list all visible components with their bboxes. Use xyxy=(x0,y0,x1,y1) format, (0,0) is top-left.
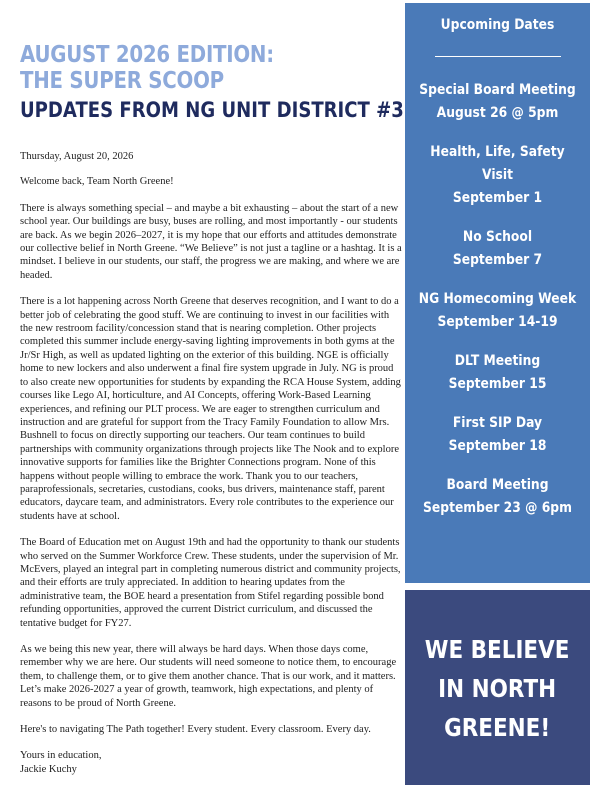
letter-closing: Yours in education, xyxy=(20,750,102,762)
event-title: Special Board Meeting xyxy=(419,82,576,98)
letter-paragraph: There is always something special – and maybe a bit exhausting – about the start of a new school year. Our buildings are busy, buses are rolling, and most importantly - our students are back. As we begin 2026–2027, it is my hope that our efforts and attitudes demonstrate our collective belief in North Greene. “We Believe” is not just a tagline or a hashtag. It is a mindset. I believe in our students, our staff, the progress we are making, and where we are headed. xyxy=(20,202,402,281)
motto-panel xyxy=(405,590,590,785)
event-title: No School xyxy=(462,229,533,245)
letter-paragraph: Here's to navigating The Path together! Every student. Every classroom. Every day. xyxy=(20,724,371,736)
motto-line: GREENE! xyxy=(444,713,551,742)
letter-paragraph: There is a lot happening across North Greene that deserves recognition, and I want to do a better job of celebrating the good stuff. We are continuing to invest in our facilities with the new restroom facility/concession stand that is nearing completion. Other projects completed this summer include energy-saving lighting improvements in both gyms at the Jr/Sr High, as well as updated lighting on the exterior of this building. NGE is officially home to new lockers and also underwent a final fire system upgrade in July. NG is proud to also create new opportunities for students by expanding the RCA House System, adding courses like Lego AI, horticulture, and AI Concepts, offering Work-Based Learning experiences, and refining our PLT process. We are eager to strengthen curriculum and instruction and are grateful for support from the Tracy Family Foundation to allow Mrs. Bushnell to focus on directly supporting our teachers. Our team continues to build partnerships with community organizations through projects like The Nook and to explore innovative supports for families like the Brighter Connections program. None of this happens without people willing to embrace the work. Thank you to our teachers, paraprofessionals, secretaries, custodians, cooks, bus drivers, maintenance staff, parent educators, daycare team, and administrators. Every role contributes to the experience our students have at school. xyxy=(20,296,401,522)
edition-title: AUGUST 2026 EDITION: xyxy=(20,42,274,68)
motto-text xyxy=(425,628,570,747)
event-title: Board Meeting xyxy=(446,477,549,493)
event-item xyxy=(416,141,579,210)
motto-line: WE BELIEVE xyxy=(425,635,570,664)
event-title: Health, Life, Safety xyxy=(430,144,565,160)
event-date: September 1 xyxy=(452,190,543,206)
event-title: NG Homecoming Week xyxy=(418,291,577,307)
event-item xyxy=(416,412,579,458)
event-item xyxy=(416,79,579,125)
letter-date: Thursday, August 20, 2026 xyxy=(20,151,134,162)
letter-paragraph: As we being this new year, there will always be hard days. When those days come, remember why we are here. Our students will need someone to notice them, to encourage them, to challenge them, or to give them another chance. That is our work, and it matters. Let’s make 2026-2027 a year of growth, teamwork, high expectations, and plenty of reasons to be proud of North Greene. xyxy=(20,644,397,709)
event-date: September 7 xyxy=(452,252,543,268)
event-title-continued: Visit xyxy=(482,167,513,183)
event-date: September 14-19 xyxy=(437,314,558,330)
event-date: September 15 xyxy=(448,376,547,392)
event-item xyxy=(416,350,579,396)
event-item xyxy=(416,288,579,334)
event-title: First SIP Day xyxy=(452,415,543,431)
upcoming-dates-heading: Upcoming Dates xyxy=(440,17,555,33)
newsletter-subtitle: UPDATES FROM NG UNIT DISTRICT #3 xyxy=(20,98,404,122)
event-date: August 26 @ 5pm xyxy=(436,105,559,121)
letter-paragraph: The Board of Education met on August 19th and had the opportunity to thank our students who served on the Summer Workforce Crew. These students, under the supervision of Mr. McEvers, played an integral part in completing numerous district and community projects, and their efforts are truly appreciated. In addition to hearing updates from the administrative team, the BOE heard a presentation from Stifel regarding possible bond refunding opportunities, approved the current District curriculum, and discussed the tentative budget for FY27. xyxy=(20,537,401,629)
event-date: September 23 @ 6pm xyxy=(423,500,572,516)
heading-divider xyxy=(435,56,561,57)
event-date: September 18 xyxy=(448,438,547,454)
upcoming-dates-panel xyxy=(405,3,590,583)
event-list xyxy=(405,79,590,520)
event-item xyxy=(416,474,579,520)
newsletter-name: THE SUPER SCOOP xyxy=(20,68,224,94)
superintendent-letter xyxy=(20,150,402,776)
event-title: DLT Meeting xyxy=(454,353,541,369)
event-item xyxy=(416,226,579,272)
letter-signature: Jackie Kuchy xyxy=(20,763,77,775)
letter-greeting: Welcome back, Team North Greene! xyxy=(20,176,174,188)
newsletter-title xyxy=(20,42,404,124)
motto-line: IN NORTH xyxy=(438,674,557,703)
